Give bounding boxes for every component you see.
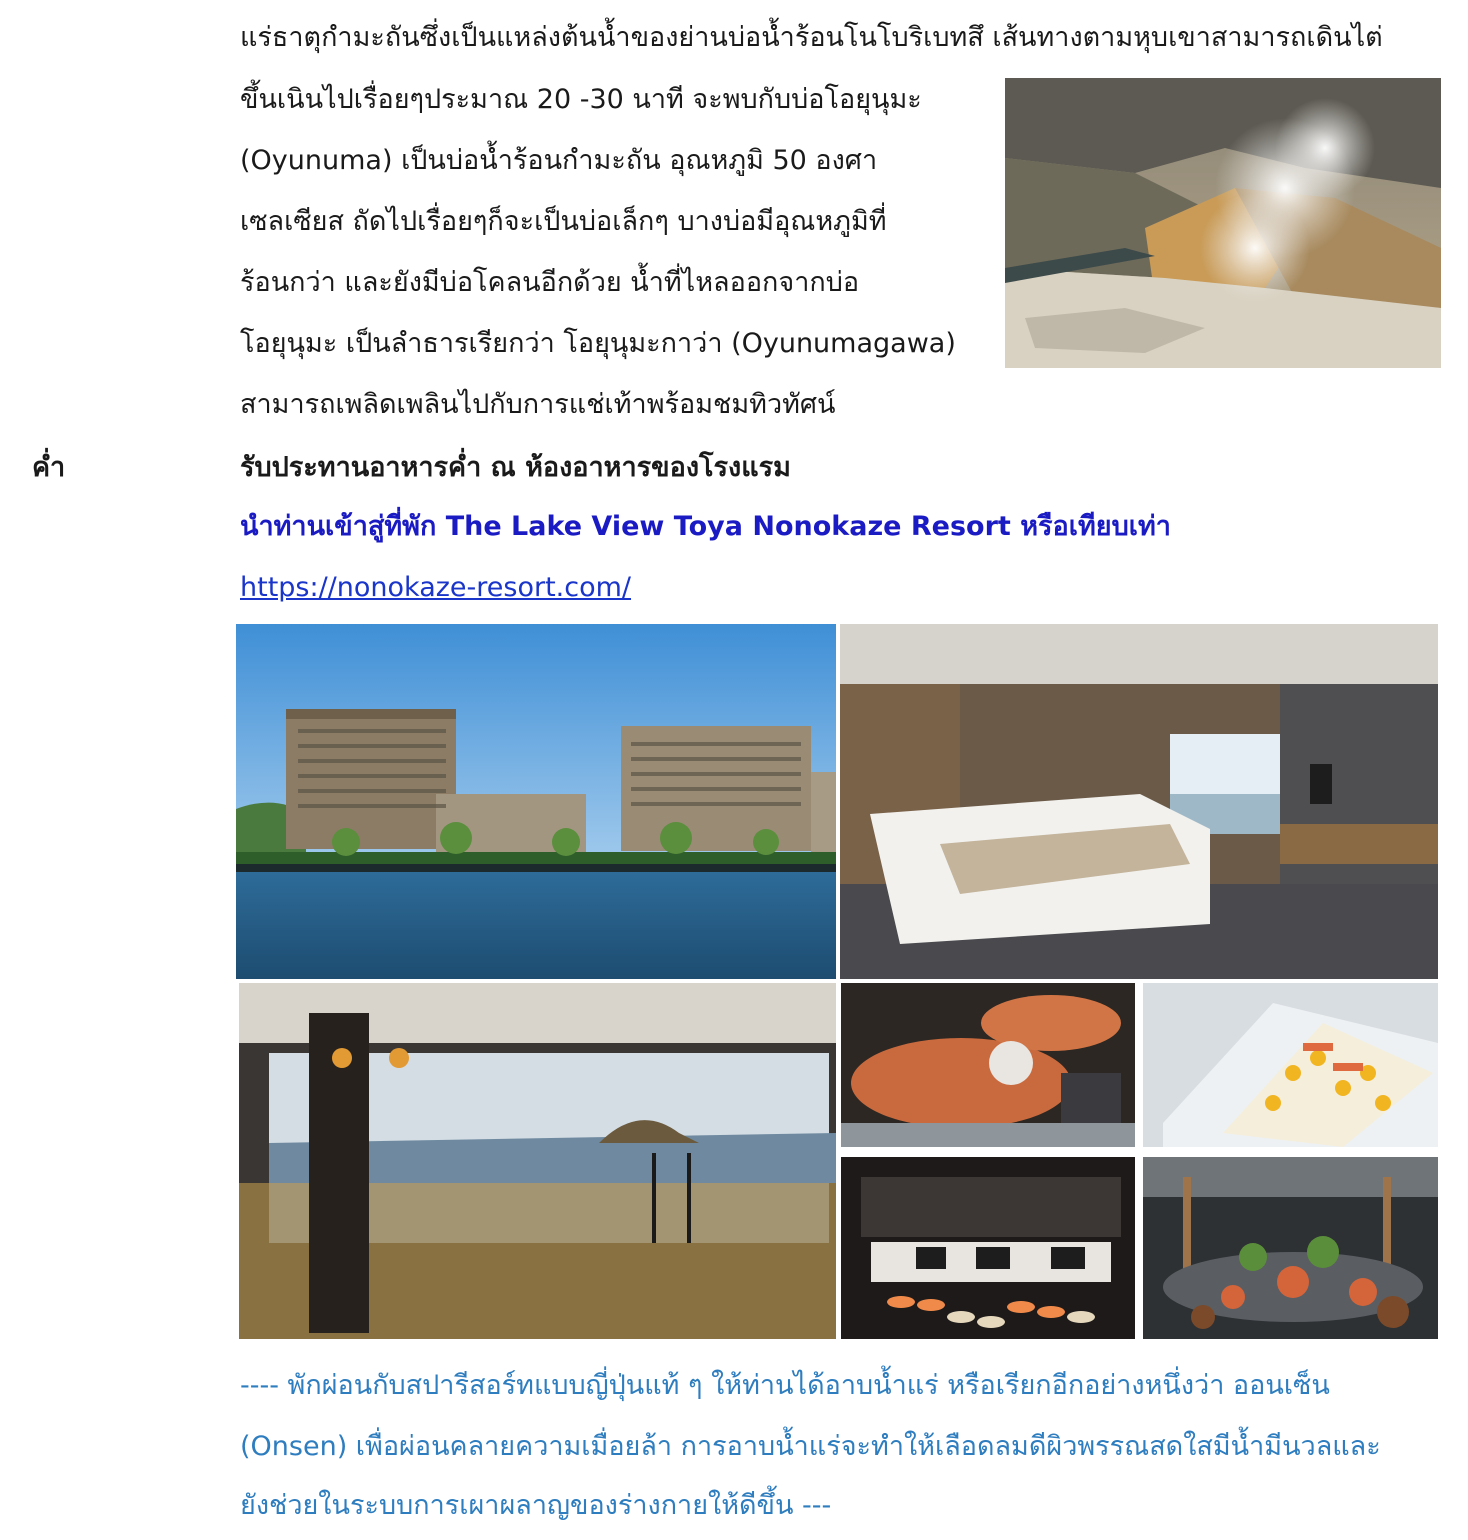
intro-line-6: โอยุนุมะ เป็นลำธารเรียกว่า โอยุนุมะกาว่า (Oyunumagawa): [240, 328, 956, 359]
intro-line-7: สามารถเพลิดเพลินไปกับการแช่เท้าพร้อมชมทิวทัศน์: [240, 389, 836, 420]
hotel-room-photo: [840, 624, 1438, 979]
onsen-line-3: ยังช่วยในระบบการเผาผลาญของร่างกายให้ดีขึ้น ---: [240, 1490, 832, 1521]
buffet-sashimi-photo: [1143, 983, 1438, 1147]
buffet-salad-bar-photo: [1143, 1157, 1438, 1339]
hot-spring-valley-photo: [1005, 78, 1441, 368]
meal-time-label: ค่ำ: [32, 452, 66, 483]
dinner-text: รับประทานอาหารค่ำ ณ ห้องอาหารของโรงแรม: [240, 452, 791, 483]
hotel-exterior-photo: [236, 624, 836, 979]
intro-line-4: เซลเซียส ถัดไปเรื่อยๆก็จะเป็นบ่อเล็กๆ บางบ่อมีอุณหภูมิที่: [240, 206, 887, 237]
buffet-sushi-photo: [841, 1157, 1135, 1339]
hotel-name: นำท่านเข้าสู่ที่พัก The Lake View Toya Nonokaze Resort หรือเทียบเท่า: [240, 511, 1171, 542]
onsen-line-1: ---- พักผ่อนกับสปารีสอร์ทแบบญี่ปุ่นแท้ ๆ ให้ท่านได้อาบน้ำแร่ หรือเรียกอีกอย่างหนึ่งว่า ออนเซ็น: [240, 1370, 1330, 1401]
intro-line-5: ร้อนกว่า และยังมีบ่อโคลนอีกด้วย น้ำที่ไหลออกจากบ่อ: [240, 267, 860, 298]
onsen-bath-photo: [239, 983, 836, 1339]
buffet-shrimp-photo: [841, 983, 1135, 1147]
hotel-website-link[interactable]: https://nonokaze-resort.com/: [240, 572, 632, 603]
intro-line-1: แร่ธาตุกำมะถันซึ่งเป็นแหล่งต้นน้ำของย่านบ่อน้ำร้อนโนโบริเบทสึ เส้นทางตามหุบเขาสามารถเดินไต่: [240, 22, 1383, 53]
intro-line-3: (Oyunuma) เป็นบ่อน้ำร้อนกำมะถัน อุณหภูมิ 50 องศา: [240, 145, 878, 176]
intro-line-2: ขึ้นเนินไปเรื่อยๆประมาณ 20 -30 นาที จะพบกับบ่อโอยุนุมะ: [240, 84, 922, 115]
onsen-line-2: (Onsen) เพื่อผ่อนคลายความเมื่อยล้า การอาบน้ำแร่จะทำให้เลือดลมดีผิวพรรณสดใสมีน้ำมีนวลและ: [240, 1431, 1381, 1462]
